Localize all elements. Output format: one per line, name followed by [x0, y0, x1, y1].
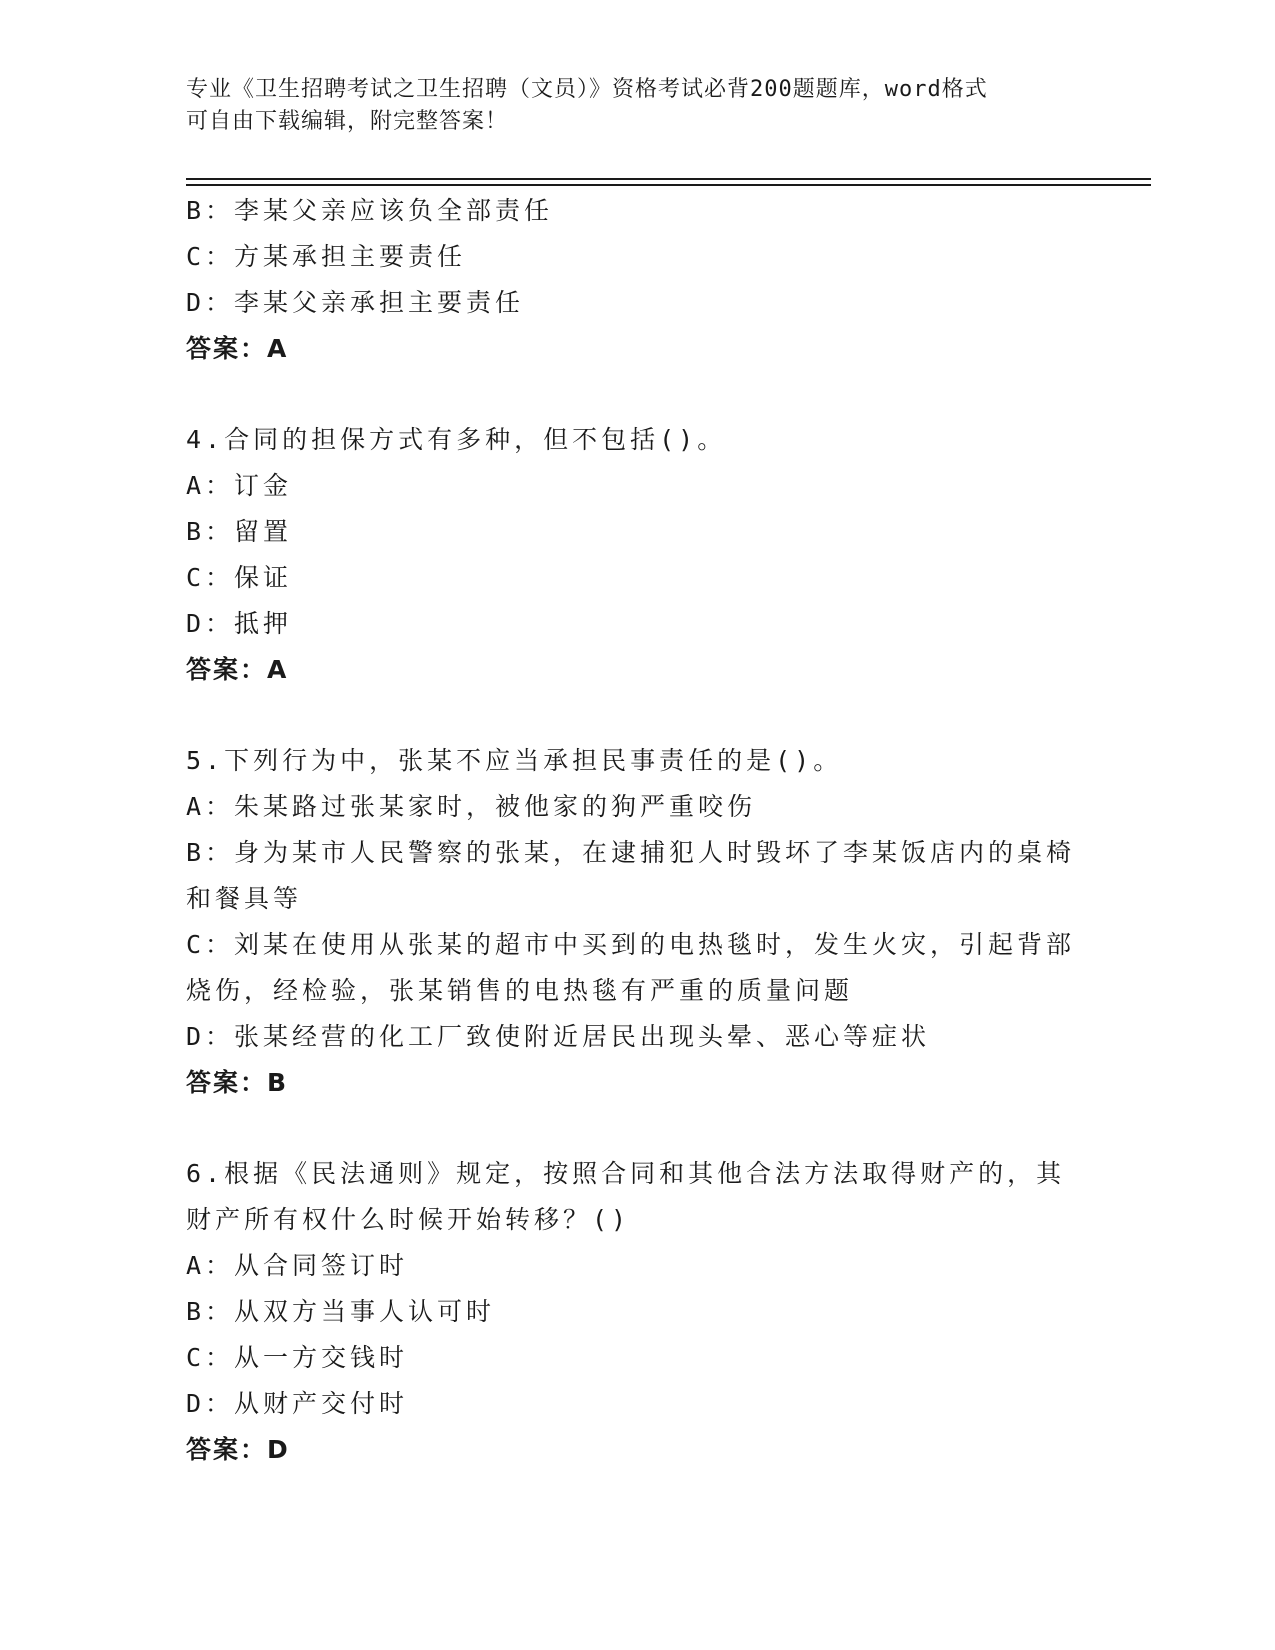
answer-line: 答案：D — [186, 1435, 290, 1464]
option-b: B：从双方当事人认可时 — [186, 1297, 496, 1326]
document-header — [186, 74, 1066, 138]
option-b: B：身为某市人民警察的张某，在逮捕犯人时毁坏了李某饭店内的桌椅 — [186, 838, 1076, 867]
answer-line: 答案：B — [186, 1068, 289, 1097]
header-divider-top — [186, 178, 1151, 180]
answer-line: 答案：A — [186, 655, 289, 684]
option-d: D：张某经营的化工厂致使附近居民出现头晕、恶心等症状 — [186, 1022, 931, 1051]
option-c-continued: 烧伤，经检验，张某销售的电热毯有严重的质量问题 — [186, 976, 854, 1005]
question-spacer — [186, 372, 1086, 417]
option-d: D：从财产交付时 — [186, 1389, 409, 1418]
question-text: 6.根据《民法通则》规定，按照合同和其他合法方法取得财产的，其 — [186, 1159, 1066, 1188]
option-c: C：保证 — [186, 563, 293, 592]
question-spacer — [186, 693, 1086, 738]
option-b: B：李某父亲应该负全部责任 — [186, 196, 554, 225]
header-line-1: 专业《卫生招聘考试之卫生招聘（文员）》资格考试必背200题题库，word格式 — [186, 77, 988, 102]
question-6 — [186, 1151, 1086, 1473]
option-b-continued: 和餐具等 — [186, 884, 303, 913]
question-5 — [186, 738, 1086, 1106]
option-a: A：订金 — [186, 471, 293, 500]
question-3 — [186, 188, 1086, 372]
option-c: C：刘某在使用从张某的超市中买到的电热毯时，发生火灾，引起背部 — [186, 930, 1076, 959]
option-b: B：留置 — [186, 517, 293, 546]
option-a: A：从合同签订时 — [186, 1251, 409, 1280]
option-c: C：从一方交钱时 — [186, 1343, 409, 1372]
question-text: 4.合同的担保方式有多种，但不包括()。 — [186, 425, 727, 454]
option-c: C：方某承担主要责任 — [186, 242, 467, 271]
question-text-continued: 财产所有权什么时候开始转移？() — [186, 1205, 631, 1234]
answer-line: 答案：A — [186, 334, 289, 363]
question-list — [186, 188, 1086, 1473]
question-spacer — [186, 1106, 1086, 1151]
option-d: D：抵押 — [186, 609, 293, 638]
option-a: A：朱某路过张某家时，被他家的狗严重咬伤 — [186, 792, 757, 821]
header-line-2: 可自由下载编辑，附完整答案！ — [186, 109, 509, 134]
question-4 — [186, 417, 1086, 693]
question-text: 5.下列行为中，张某不应当承担民事责任的是()。 — [186, 746, 843, 775]
option-d: D：李某父亲承担主要责任 — [186, 288, 525, 317]
header-divider-bottom — [186, 184, 1151, 186]
